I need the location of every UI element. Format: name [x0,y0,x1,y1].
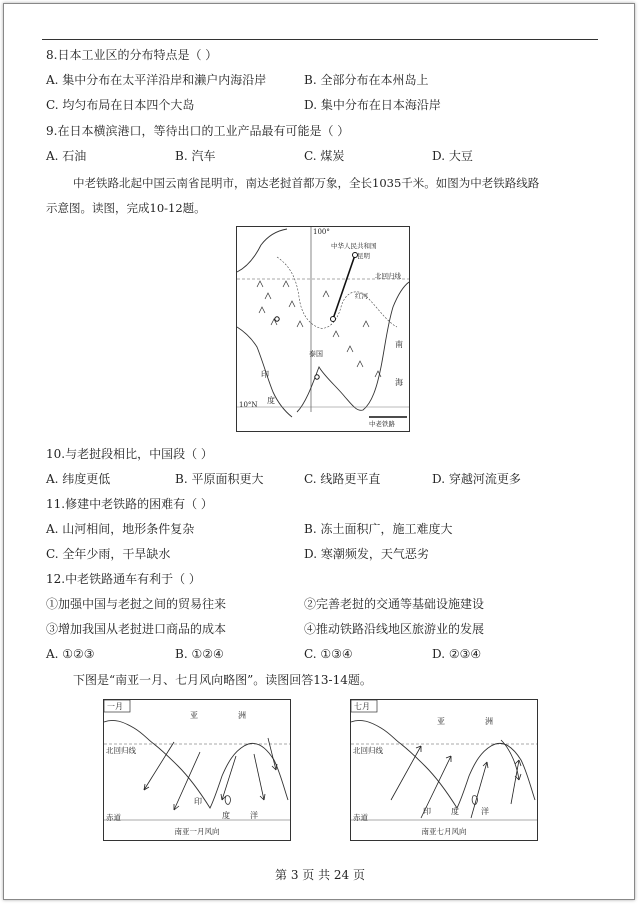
q11-stem: 11.修建中老铁路的困难有（ ） [46,497,213,511]
kunming-label: 昆明 [357,252,370,260]
naypyidaw-marker [275,317,279,321]
q9-stem: 9.在日本横滨港口，等待出口的工业产品最有可能是（ ） [46,124,350,138]
q12-item-1: ①加强中国与老挝之间的贸易往来 [46,597,227,611]
jul-coastline [351,720,535,808]
south-asia-july-wind-map [350,699,538,841]
passage-line-2: 示意图。读图，完成10-12题。 [46,201,206,215]
q9-option-d[interactable]: D. 大豆 [432,149,473,163]
q9-option-c[interactable]: C. 煤炭 [304,149,345,163]
jan-ocean-2: 度 [222,811,230,820]
legend-label: 中老铁路 [369,420,395,428]
q9-option-a[interactable]: A. 石油 [46,149,87,163]
river-label: 红河 [355,292,368,300]
q10-stem: 10.与老挝段相比，中国段（ ） [46,447,213,461]
header-rule [42,39,598,40]
passage2: 下图是“南亚一月、七月风向略图”。读图回答13-14题。 [73,673,372,687]
q12-option-c[interactable]: C. ①③④ [304,647,353,661]
jan-caption: 南亚一月风向 [174,827,220,836]
q11-option-b[interactable]: B. 冻土面积广，施工难度大 [304,522,453,536]
jul-asia-2: 洲 [485,717,493,726]
q8-option-b[interactable]: B. 全部分布在本州岛上 [304,73,429,87]
q8-option-c[interactable]: C. 均匀布局在日本四个大岛 [46,98,195,112]
sea-char-2: 海 [395,378,403,387]
jan-map-drawing [104,700,290,840]
jan-wind-arrows [144,738,277,810]
jul-tag: 七月 [354,702,370,711]
thailand-label: 泰国 [309,350,323,358]
q12-item-4: ④推动铁路沿线地区旅游业的发展 [304,622,485,636]
q8-option-d[interactable]: D. 集中分布在日本海沿岸 [304,98,441,112]
q8-option-a[interactable]: A. 集中分布在太平洋沿岸和濑户内海沿岸 [46,73,267,87]
jan-asia-2: 洲 [238,711,246,720]
vientiane-marker [331,317,336,322]
border-line [277,257,397,328]
jul-tropic-label: 北回归线 [353,746,383,755]
q10-option-d[interactable]: D. 穿越河流更多 [432,472,521,486]
tropic-label: 北回归线 [375,272,401,280]
jul-caption: 南亚七月风向 [421,827,467,836]
jan-equator-label: 赤道 [106,813,121,822]
q12-item-3: ③增加我国从老挝进口商品的成本 [46,622,227,636]
jan-ocean-3: 洋 [250,811,258,820]
q10-option-b[interactable]: B. 平原面积更大 [175,472,264,486]
jul-ocean-2: 度 [451,807,459,816]
lon-label: 100° [313,228,330,236]
lat-label: 10°N [239,401,258,409]
coastline [237,229,409,417]
passage-line-1: 中老铁路北起中国云南省昆明市，南达老挝首都万象，全长1035千米。如图为中老铁路线路 [73,176,540,190]
jul-equator-label: 赤道 [353,813,368,822]
q9-option-b[interactable]: B. 汽车 [175,149,216,163]
jan-coastline [104,720,288,808]
map-drawing [237,227,409,431]
q11-option-d[interactable]: D. 寒潮频发，天气恶劣 [304,547,429,561]
q12-option-b[interactable]: B. ①②④ [175,647,224,661]
jul-asia-1: 亚 [437,717,445,726]
q10-option-c[interactable]: C. 线路更平直 [304,472,381,486]
jul-ocean-1: 印 [423,807,431,816]
q10-option-a[interactable]: A. 纬度更低 [46,472,111,486]
jan-asia-1: 亚 [190,711,198,720]
railway-line [333,255,355,319]
q12-stem: 12.中老铁路通车有利于（ ） [46,572,201,586]
bangkok-marker [315,375,319,379]
china-laos-railway-map [236,226,410,432]
q12-item-2: ②完善老挝的交通等基础设施建设 [304,597,485,611]
page-footer: 第 3 页 共 24 页 [275,868,365,882]
q12-option-a[interactable]: A. ①②③ [46,647,95,661]
china-label: 中华人民共和国 [331,242,377,250]
india-ocean-char-1: 印 [261,370,269,379]
jan-sri-lanka [225,796,230,805]
south-asia-january-wind-map [103,699,291,841]
jan-tropic-label: 北回归线 [106,746,136,755]
q8-stem: 8.日本工业区的分布特点是（ ） [46,48,218,62]
q12-option-d[interactable]: D. ②③④ [432,647,482,661]
jan-tag: 一月 [107,702,123,711]
jul-ocean-3: 洋 [481,807,489,816]
jan-ocean-1: 印 [194,797,202,806]
india-ocean-char-2: 度 [267,396,275,405]
sea-char-1: 南 [395,340,403,349]
q11-option-a[interactable]: A. 山河相间，地形条件复杂 [46,522,195,536]
q11-option-c[interactable]: C. 全年少雨，干旱缺水 [46,547,171,561]
